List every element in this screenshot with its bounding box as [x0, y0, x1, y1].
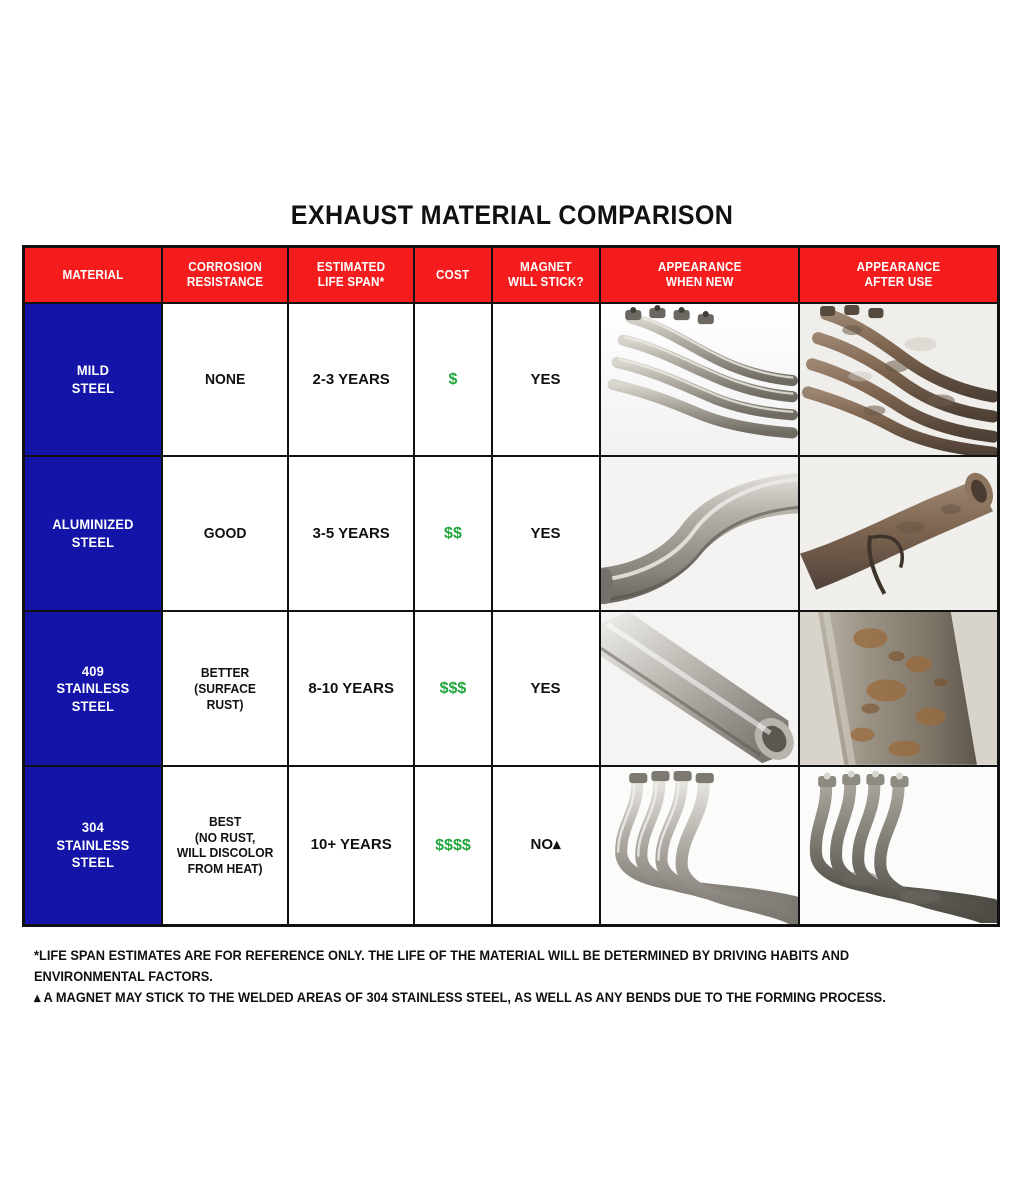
heat-discolored-headers-photo	[800, 768, 997, 924]
corrosion-line: (SURFACE	[194, 681, 256, 696]
table-row	[24, 303, 999, 456]
header-line: WILL STICK?	[507, 274, 584, 289]
cell-life-span: 3-5 YEARS	[288, 456, 414, 611]
cell-cost: $$	[414, 456, 491, 611]
cell-material-409-stainless-steel	[24, 611, 162, 766]
rusted-headers-photo	[800, 304, 997, 455]
footnotes	[34, 946, 1004, 1009]
shiny-steel-headers-photo	[601, 304, 798, 455]
table-row	[24, 611, 999, 766]
stainless-headers-photo	[601, 767, 798, 923]
header-line: APPEARANCE	[856, 259, 941, 275]
header-line: RESISTANCE	[186, 274, 264, 289]
material-line: STAINLESS	[56, 680, 130, 697]
corrosion-line: RUST)	[206, 696, 244, 712]
header-line: LIFE SPAN*	[317, 274, 385, 289]
cell-material-304-stainless-steel	[24, 766, 162, 925]
exhaust-material-comparison-table	[22, 245, 1000, 927]
cell-corrosion-resistance	[162, 303, 288, 456]
material-line: 304	[81, 819, 104, 836]
header-row	[24, 247, 999, 304]
header-line: APPEARANCE	[657, 259, 742, 275]
material-line: STEEL	[71, 697, 115, 714]
header-line: CORROSION	[188, 259, 262, 275]
cell-appearance-after-use	[799, 456, 999, 611]
surface-rusted-stainless-pipe-photo	[800, 612, 997, 765]
cell-appearance-when-new	[600, 303, 799, 456]
cell-life-span: 8-10 YEARS	[288, 611, 414, 766]
column-header-estimated-life-span	[288, 247, 414, 304]
header-line: AFTER USE	[864, 274, 933, 289]
cell-life-span: 10+ YEARS	[288, 766, 414, 925]
column-header-appearance-after-use	[799, 247, 999, 304]
column-header-cost	[414, 247, 491, 304]
aluminized-bent-pipe-photo	[601, 457, 798, 610]
header-line: MATERIAL	[62, 266, 124, 282]
cell-appearance-when-new	[600, 456, 799, 611]
polished-stainless-pipe-photo	[601, 612, 798, 765]
cell-corrosion-resistance	[162, 766, 288, 925]
cell-cost: $$$$	[414, 766, 491, 925]
header-line: WHEN NEW	[665, 274, 734, 289]
cell-appearance-after-use	[799, 303, 999, 456]
material-line: STEEL	[71, 533, 115, 550]
material-line: MILD	[76, 362, 110, 379]
corrosion-line: (NO RUST,	[194, 829, 256, 845]
header-line: ESTIMATED	[317, 259, 386, 275]
cell-material-aluminized-steel	[24, 456, 162, 611]
table-row	[24, 456, 999, 611]
rusted-muffler-pipe-photo	[800, 457, 997, 610]
corrosion-line: WILL DISCOLOR	[176, 845, 274, 861]
cell-corrosion-resistance	[162, 456, 288, 611]
cell-magnet: YES	[492, 303, 600, 456]
table-header	[24, 247, 999, 304]
material-line: STEEL	[71, 854, 115, 871]
corrosion-line: BEST	[208, 814, 242, 830]
cell-magnet: YES	[492, 456, 600, 611]
page-title: EXHAUST MATERIAL COMPARISON	[290, 200, 734, 230]
cell-appearance-when-new	[600, 766, 799, 925]
material-line: ALUMINIZED	[52, 516, 134, 533]
column-header-magnet-will-stick	[492, 247, 600, 304]
cell-corrosion-resistance	[162, 611, 288, 766]
header-line: MAGNET	[519, 259, 572, 275]
cell-cost: $	[414, 303, 491, 456]
footnote-life-span: *LIFE SPAN ESTIMATES ARE FOR REFERENCE ONLY. THE LIFE OF THE MATERIAL WILL BE DETERMINED BY DRIVING HABITS AND ENVIRONMENTAL FACTORS.	[34, 948, 850, 984]
comparison-chart	[22, 200, 1002, 927]
header-line: COST	[436, 266, 470, 282]
cell-appearance-after-use	[799, 766, 999, 925]
material-line: STAINLESS	[56, 836, 130, 853]
cell-appearance-after-use	[799, 611, 999, 766]
corrosion-line: BETTER	[200, 665, 250, 681]
corrosion-line: GOOD	[203, 524, 247, 542]
table-row	[24, 766, 999, 925]
material-line: STEEL	[71, 379, 115, 396]
cell-magnet: YES	[492, 611, 600, 766]
footnote-magnet: ▴ A MAGNET MAY STICK TO THE WELDED AREAS OF 304 STAINLESS STEEL, AS WELL AS ANY BENDS DUE TO THE FORMING PROCESS.	[34, 989, 886, 1005]
cell-appearance-when-new	[600, 611, 799, 766]
column-header-corrosion-resistance	[162, 247, 288, 304]
corrosion-line: NONE	[204, 370, 246, 388]
cell-material-mild-steel	[24, 303, 162, 456]
column-header-appearance-when-new	[600, 247, 799, 304]
cell-cost: $$$	[414, 611, 491, 766]
cell-life-span: 2-3 YEARS	[288, 303, 414, 456]
corrosion-line: FROM HEAT)	[187, 861, 263, 877]
cell-magnet: NO▴	[492, 766, 600, 925]
column-header-material	[24, 247, 162, 304]
material-line: 409	[81, 662, 104, 679]
